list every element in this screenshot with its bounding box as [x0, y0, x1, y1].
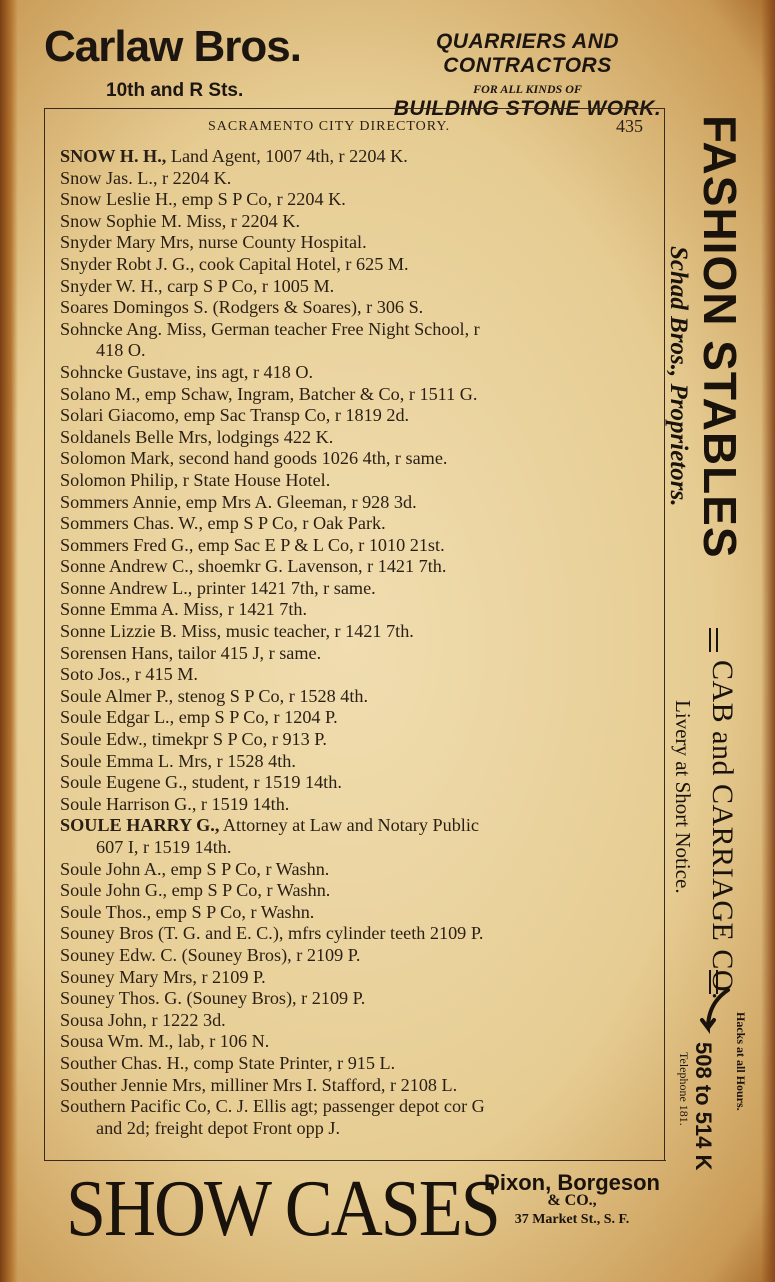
entry-text: Soule John G., emp S P Co, r Washn.	[60, 880, 331, 901]
directory-entry	[60, 276, 652, 298]
entry-text: Soule John A., emp S P Co, r Washn.	[60, 858, 330, 879]
directory-entry	[60, 319, 652, 362]
entry-text: Solomon Philip, r State House Hotel.	[60, 469, 331, 490]
entry-text: Souther Chas. H., comp State Printer, r 915 L.	[60, 1052, 396, 1073]
directory-bottom-rule	[44, 1160, 666, 1161]
entry-text: Sohncke Gustave, ins agt, r 418 O.	[60, 361, 314, 382]
directory-entries	[60, 146, 652, 1139]
entry-text: Soule Edw., timekpr S P Co, r 913 P.	[60, 729, 327, 750]
running-head: SACRAMENTO CITY DIRECTORY.	[208, 119, 451, 134]
entry-text: Souney Edw. C. (Souney Bros), r 2109 P.	[60, 944, 361, 965]
entry-text: Soule Emma L. Mrs, r 1528 4th.	[60, 750, 296, 771]
directory-entry	[60, 362, 652, 384]
directory-entry	[60, 945, 652, 967]
entry-text: Sousa John, r 1222 3d.	[60, 1009, 226, 1030]
directory-entry	[60, 492, 652, 514]
directory-entry	[60, 686, 652, 708]
footer-ad-headline: SHOW CASES	[66, 1163, 499, 1253]
entry-text: Sousa Wm. M., lab, r 106 N.	[60, 1031, 270, 1052]
footer-ad-address: 37 Market St., S. F.	[514, 1212, 630, 1227]
directory-entry	[60, 902, 652, 924]
directory-entry	[60, 729, 652, 751]
entry-continuation: 607 I, r 1519 14th.	[96, 837, 232, 857]
entry-bold-name: SOULE HARRY G.,	[60, 815, 220, 836]
directory-entry	[60, 448, 652, 470]
entry-text: Snyder W. H., carp S P Co, r 1005 M.	[60, 275, 335, 296]
directory-entry	[60, 1096, 652, 1139]
header-ad-line1: QUARRIERS AND CONTRACTORS	[435, 30, 620, 77]
entry-text: Solano M., emp Schaw, Ingram, Batcher & Co, r 1511 G.	[60, 383, 478, 404]
entry-continuation: and 2d; freight depot Front opp J.	[96, 1117, 340, 1138]
header-ad-company: Carlaw Bros.	[44, 22, 301, 71]
entry-text: Sommers Fred G., emp Sac E P & L Co, r 1010 21st.	[60, 534, 445, 555]
header-ad-line2: FOR ALL KINDS OF	[473, 82, 582, 96]
entry-text: Snyder Robt J. G., cook Capital Hotel, r 625 M.	[60, 253, 409, 274]
entry-continuation: 418 O.	[96, 340, 146, 361]
entry-text: Soule Eugene G., student, r 1519 14th.	[60, 772, 342, 793]
entry-text: Snyder Mary Mrs, nurse County Hospital.	[60, 232, 367, 253]
entry-text: Sonne Andrew C., shoemkr G. Lavenson, r 1421 7th.	[60, 556, 447, 577]
entry-bold-name: SNOW H. H.,	[60, 146, 167, 166]
directory-entry	[60, 384, 652, 406]
entry-text: Solomon Mark, second hand goods 1026 4th, r same.	[60, 448, 448, 469]
directory-entry	[60, 297, 652, 319]
side-ad-rule-1	[709, 628, 718, 652]
directory-entry	[60, 1031, 652, 1053]
entry-text: Souney Bros (T. G. and E. C.), mfrs cylinder teeth 2109 P.	[60, 923, 484, 944]
directory-entry	[60, 751, 652, 773]
entry-text: Sonne Emma A. Miss, r 1421 7th.	[60, 599, 308, 620]
footer-ad-company: Dixon, Borgeson	[483, 1170, 660, 1195]
directory-entry	[60, 535, 652, 557]
entry-text: Sorensen Hans, tailor 415 J, r same.	[60, 642, 322, 663]
entry-text: Souther Jennie Mrs, milliner Mrs I. Stafford, r 2108 L.	[60, 1074, 458, 1095]
arrow-icon	[698, 988, 738, 1034]
page-edge-left	[0, 0, 18, 1282]
entry-text: Soldanels Belle Mrs, lodgings 422 K.	[60, 426, 334, 447]
directory-entry	[60, 859, 652, 881]
entry-text: Soule Thos., emp S P Co, r Washn.	[60, 901, 315, 922]
directory-entry	[60, 168, 652, 190]
entry-text: Sohncke Ang. Miss, German teacher Free Night School, r	[60, 318, 480, 339]
entry-text: Soto Jos., r 415 M.	[60, 664, 198, 685]
directory-entry	[60, 794, 652, 816]
entry-text: Attorney at Law and Notary Public	[219, 815, 479, 836]
entry-text: Snow Jas. L., r 2204 K.	[60, 167, 232, 188]
entry-text: Soule Edgar L., emp S P Co, r 1204 P.	[60, 707, 338, 728]
directory-entry	[60, 967, 652, 989]
directory-entry	[60, 988, 652, 1010]
entry-text: Sonne Lizzie B. Miss, music teacher, r 1421 7th.	[60, 621, 414, 642]
directory-entry	[60, 707, 652, 729]
entry-text: Solari Giacomo, emp Sac Transp Co, r 1819 2d.	[60, 405, 410, 426]
side-ad-address: 508 to 514 K	[691, 1042, 716, 1171]
entry-text: Soares Domingos S. (Rodgers & Soares), r 306 S.	[60, 297, 424, 318]
entry-text: Snow Sophie M. Miss, r 2204 K.	[60, 210, 300, 231]
page-edge-right	[761, 0, 775, 1282]
directory-entry	[60, 1075, 652, 1097]
entry-text: Sonne Andrew L., printer 1421 7th, r same.	[60, 577, 376, 598]
side-ad-title: FASHION STABLES	[694, 115, 746, 559]
footer-ad-company-block	[472, 1170, 672, 1228]
entry-text: Souney Mary Mrs, r 2109 P.	[60, 966, 266, 987]
directory-entry	[60, 643, 652, 665]
directory-entry	[60, 232, 652, 254]
directory-entry	[60, 146, 652, 168]
directory-entry	[60, 189, 652, 211]
directory-entry	[60, 599, 652, 621]
side-ad-livery: Livery at Short Notice.	[671, 700, 695, 894]
directory-entry	[60, 880, 652, 902]
page-number: 435	[616, 116, 643, 136]
directory-entry	[60, 578, 652, 600]
entry-text: Sommers Chas. W., emp S P Co, r Oak Park.	[60, 513, 386, 534]
side-ad-proprietors: Schad Bros., Proprietors.	[665, 246, 692, 507]
directory-entry	[60, 815, 652, 858]
side-ad-cab: CAB and CARRIAGE CO.	[706, 660, 739, 1001]
header-ad-line3: BUILDING STONE WORK.	[393, 97, 662, 120]
directory-entry	[60, 1053, 652, 1075]
directory-entry	[60, 556, 652, 578]
directory-entry	[60, 1010, 652, 1032]
entry-text: Soule Almer P., stenog S P Co, r 1528 4th.	[60, 685, 369, 706]
directory-entry	[60, 621, 652, 643]
directory-entry	[60, 254, 652, 276]
footer-ad-company2: & CO.,	[547, 1192, 597, 1209]
directory-entry	[60, 923, 652, 945]
entry-text: Snow Leslie H., emp S P Co, r 2204 K.	[60, 189, 346, 210]
entry-text: Southern Pacific Co, C. J. Ellis agt; passenger depot cor G	[60, 1096, 485, 1117]
entry-text: Soule Harrison G., r 1519 14th.	[60, 793, 290, 814]
entry-text: Sommers Annie, emp Mrs A. Gleeman, r 928 3d.	[60, 491, 417, 512]
directory-entry	[60, 405, 652, 427]
directory-entry	[60, 513, 652, 535]
directory-entry	[60, 427, 652, 449]
directory-entry	[60, 470, 652, 492]
side-ad-telephone: Telephone 181.	[677, 1052, 691, 1126]
header-ad-address: 10th and R Sts.	[106, 80, 244, 101]
directory-entry	[60, 664, 652, 686]
entry-text: Land Agent, 1007 4th, r 2204 K.	[166, 146, 408, 166]
directory-entry	[60, 211, 652, 233]
entry-text: Souney Thos. G. (Souney Bros), r 2109 P.	[60, 988, 366, 1009]
directory-entry	[60, 772, 652, 794]
side-ad-hacks: Hacks at all Hours.	[734, 1012, 748, 1111]
